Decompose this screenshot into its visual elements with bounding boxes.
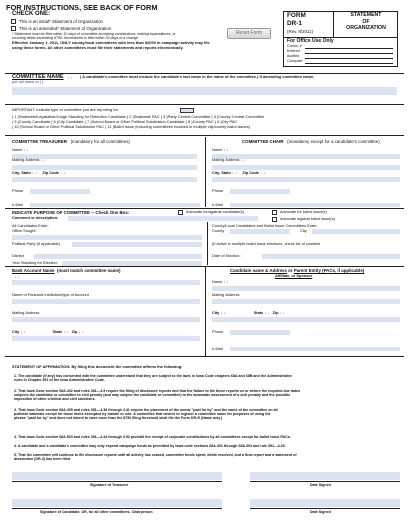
reset-form-button[interactable]: Reset Form xyxy=(227,28,271,39)
committee-name-label: COMMITTEE NAME xyxy=(12,74,64,80)
treasurer-title: COMMITTEE TREASURER (mandatory for all committees) xyxy=(12,139,130,144)
committee-name-prior-note: put old name in ( ). xyxy=(12,79,45,84)
bank-title: Bank Account Name (must match committee name) xyxy=(12,268,121,273)
election-date-label: Date of Election: xyxy=(212,253,241,258)
purpose-for-ballot-checkbox[interactable] xyxy=(272,210,277,215)
treasurer-mailing-label: Mailing Address ↓ ↓ xyxy=(12,157,46,162)
purpose-candidate-label: Advocate for/against candidate(s) xyxy=(186,209,244,214)
purpose-against-ballot-checkbox[interactable] xyxy=(272,217,277,222)
candidate-signature-label: Signature of Candidate, OR, for all other committees, Chairperson xyxy=(40,510,153,514)
chair-title: COMMITTEE CHAIR (mandatory except for a candidate's committee) xyxy=(242,139,380,144)
candidate-mailing-input[interactable] xyxy=(212,299,400,304)
affirmation-item-1: 1. The candidate (if any) has consented with the committee understand that they are subject to the laws in Iowa Code chapters 68A and 68B and the Administrative rules in Chapter 351 of the Iowa Administrative Code. xyxy=(14,374,292,383)
purpose-title: INDICATE PURPOSE OF COMMITTEE -- Check One Box: xyxy=(12,210,130,215)
affirmation-item-3: 3. That Iowa Code section 68A.405 and rules 351—4.38 through 4.41 require the placement of the words "paid for by" and the name of the committee on all political materials except for those items exempted by statute or rule. A committee that wishes to register a committee name for purposes of using the phrase "paid for by" and does not intend to raise more than the $750 filing threshold shall file the Form DR-R (Name only.) xyxy=(14,408,278,421)
candidate-phone-input[interactable] xyxy=(230,330,290,335)
bank-name-input[interactable] xyxy=(12,280,200,285)
chair-phone-input[interactable] xyxy=(230,189,290,194)
treasurer-signature-field[interactable] xyxy=(12,472,222,480)
candidate-phone-label: Phone xyxy=(212,329,224,334)
affirmation-item-2: 2. That Iowa Code section 68A.402 and rules 351—4.9 require the filing of disclosure reports and that the failure to file these reports on or before the required due dates subjects the candidate or committee to civil penalty (and may subject the candidate or committee) to the automatic assessment of a civil penalty and the possible imposition of other criminal and civil sanctions. xyxy=(14,389,301,402)
form-title: FOR INSTRUCTIONS, SEE BACK OF FORM xyxy=(6,3,158,12)
committee-type-row-2: ( 5 )County Candidate ( 6 )City Candidate ( 7 )School Board or Other Political Subdivision Candidate ( 8 )County PAC ( 9 )City PAC xyxy=(12,119,238,124)
purpose-candidate-checkbox[interactable] xyxy=(178,210,183,215)
statement-title: STATEMENT OF ORGANIZATION xyxy=(346,12,386,32)
effective-note-1: Effective January 1, 2011, ONLY county/local committees with less than $2000 in campaign activity may file xyxy=(12,40,210,45)
form-label: FORM xyxy=(287,12,306,19)
year-standing-label: Year Standing for Election: xyxy=(12,260,58,265)
bank-mailing-input[interactable] xyxy=(12,317,200,322)
election-date-input[interactable] xyxy=(262,254,400,259)
committee-name-note: ( A candidate's committee must include the candidate's last name in the name of the committee.) If amending committee name, xyxy=(80,74,315,79)
chair-name-label: Name ↓ ↓ xyxy=(212,147,229,152)
committee-name-input[interactable] xyxy=(12,87,397,95)
chair-mailing-label: Mailing Address ↓ ↓ xyxy=(212,157,246,162)
district-input[interactable] xyxy=(34,254,202,259)
candidate-date-label: Date Signed xyxy=(310,510,331,514)
candidate-email-input[interactable] xyxy=(230,347,400,351)
institution-label: Name of Financial Institution/type of Account xyxy=(12,292,89,297)
chair-email-input[interactable] xyxy=(230,203,400,207)
county-label: County xyxy=(212,228,225,233)
city-input[interactable] xyxy=(312,229,400,234)
effective-note-2: using these forms. All other committees must file their statements and reports electronically. xyxy=(12,45,184,50)
purpose-comment-input[interactable] xyxy=(68,216,258,221)
treasurer-email-input[interactable] xyxy=(30,203,200,207)
treasurer-name-label: Name ↓ ↓ xyxy=(12,147,29,152)
dr1-form-page: FOR INSTRUCTIONS, SEE BACK OF FORM CHECK ONE: This is an initial* Statement of Organization This is an amended* Statement of Organization * Statement must be filed within 10 days of committee accepting contributions, making expenditures, or incurring debts exceeding $750. Amendment is filed within 30 days of a change. Effective January 1, 2011, ONLY county/local committees with less than $2000 in campaign activity may file using these forms. All other committees must file their statements and reports electronically. Reset Form FORM DR-1 (Rev. 8/2011) STATEMENT OF ORGANIZATION For Office Use Only Comm. # Entered Audited Computer COMMITTEE NAME ↓ ↓ ( A candidate's committee must include the candidate's last name in the name of the committee.) If amending committee name, put old name in ( ). IMPORTANT: Indicate type of committee you are reporting for: ( 1 )Statewide/Legislative/Judge Standing for Retention Candidate ( 2 )Statewide PAC ( 3 )Party Central Committee ( 4 )County Central Committee ( 5 )County Candidate ( 6 )City Candidate ( 7 )School Board or Other Political Subdivision Candidate ( 8 )County PAC ( 9 )City PAC ( 10 )School Board or Other Political Subdivision PAC ( 11 )Ballot Issue (including committees involved in multiple city/county ballot issues) COMMITTEE TREASURER (mandatory for all committees) COMMITTEE CHAIR (mandatory except for a candidate's committee) Name ↓ ↓ Mailing Address ↓ ↓ City, State ↓ ↓ Zip Code ↓ ↓ Phone e-Mail Name ↓ ↓ Mailing Address ↓ ↓ City, State ↓ ↓ Zip Code ↓ ↓ Phone e-Mail INDICATE PURPOSE OF COMMITTEE -- Check One Box: Advocate for/against candidate(s) Advocate for ballot issue(s) Comment or description: Advocate against ballot issue(s) All Candidates Enter: Office Sought: Political Party (If applicable) District Year Standing for Election: County/Local Candidates and Ballot Issue Committees Enter: County City (If active in multiple ballot issue elections, check list of counties Date of Election: Bank Account Name (must match committee name) ↓ ↓ Name of Financial Institution/type of Account Mailing Address City ↓ ↓ State ↓ ↓ Zip ↓ ↓ Candidate name & Address or Parent Entity (PACs, if applicable) Affiliate, or Sponsor Name ↓ ↓ Mailing Address City ↓ ↓ State ↓ ↓ Zip ↓ ↓ Phone e-Mail STATEMENT OF AFFIRMATION: By filing this document the committee affirms the following: 1. The candidate (if any) has consented with the committee understand that they are subject to the laws in Iowa Code chapters 68A and 68B and the Administrative rules in Chapter 351 of the Iowa Administrative Code. 2. That Iowa Code section 68A.402 and rules 351—4.9 require the filing of disclosure reports and that the failure to file these reports on or before the required due dates subjects the candidate or committee to civil penalty (and may subject the candidate or committee) to the automatic assessment of a civil penalty and the possible imposition of other criminal and civil sanctions. 3. That Iowa Code section 68A.405 and rules 351—4.38 through 4.41 require the placement of the words "paid for by" and the name of the committee on all political materials except for those items exempted by statute or rule. A committee that wishes to register a committee name for purposes of using the phrase "paid for by" and does not intend to raise more than the $750 filing threshold shall file the Form DR-R (Name only.) 3. That Iowa Code section 68A.503 and rules 351—4.44 through 4.52 prohibit the receipt of corporate contributions by all committees except for ballot issue PACs. 4. A candidate and a candidate's committee may only expend campaign funds as permitted by Iowa code sections 68A.301 through 68A.303 and rule 351—4.25. 5. That the committee will continue to file disclosure reports until all activity has ceased, committee funds spent, debts resolved, and a final report and a statement of dissolution (DR-3) has been filed. Signature of Treasurer Date Signed Signature of Candidate, OR, for all other committees, Chairperson Date Signed xyxy=(0,0,410,529)
office-use-label: For Office Use Only xyxy=(287,38,334,44)
office-sought-label: Office Sought: xyxy=(12,228,37,233)
treasurer-city-input[interactable] xyxy=(12,177,197,182)
form-revision: (Rev. 8/2011) xyxy=(287,29,313,34)
amended-checkbox[interactable] xyxy=(11,26,16,31)
county-input[interactable] xyxy=(230,229,290,234)
candidate-date-field[interactable] xyxy=(250,499,400,507)
city-label: City xyxy=(300,228,307,233)
bank-city-input[interactable] xyxy=(12,336,200,341)
purpose-comment-label: Comment or description: xyxy=(12,215,59,220)
initial-label: This is an initial* Statement of Organization xyxy=(19,19,103,24)
filing-note-1: * Statement must be filed within 10 days of committee accepting contributions, making expenditures, or xyxy=(12,32,176,36)
committee-type-row-3: ( 10 )School Board or Other Political Subdivision PAC ( 11 )Ballot Issue (including committees involved in multiple city/county ballot issues) xyxy=(12,124,250,129)
treasurer-city-label: City, State ↓ ↓ Zip Code ↓ ↓ xyxy=(12,170,66,175)
chair-city-label: City, State ↓ ↓ Zip Code ↓ ↓ xyxy=(212,170,266,175)
check-one-label: CHECK ONE: xyxy=(12,11,51,17)
candidate-signature-field[interactable] xyxy=(12,499,222,507)
committee-name-arrows: ↓ ↓ xyxy=(67,75,73,80)
amended-label: This is an amended* Statement of Organization xyxy=(19,26,112,31)
treasurer-date-label: Date Signed xyxy=(310,483,331,487)
treasurer-phone-label: Phone xyxy=(12,188,24,193)
purpose-for-ballot-label: Advocate for ballot issue(s) xyxy=(280,209,327,214)
candidate-city-input[interactable] xyxy=(212,317,400,322)
candidate-name-label: Name ↓ ↓ xyxy=(212,279,229,284)
candidate-title: Candidate name & Address or Parent Entity (PACs, if applicable) xyxy=(230,268,365,273)
candidate-email-label: e-Mail xyxy=(212,346,223,351)
affirmation-item-4: 3. That Iowa Code section 68A.503 and rules 351—4.44 through 4.52 prohibit the receipt of corporate contributions by all committees except for ballot issue PACs. xyxy=(14,435,291,439)
political-party-label: Political Party (If applicable) xyxy=(12,241,61,246)
affiliate-label: Affiliate, or Sponsor xyxy=(275,273,313,278)
treasurer-phone-input[interactable] xyxy=(30,189,90,194)
committee-type-intro: IMPORTANT: Indicate type of committee you are reporting for: xyxy=(12,107,119,112)
committee-type-input[interactable] xyxy=(180,108,194,113)
candidate-mailing-label: Mailing Address xyxy=(212,292,240,297)
form-number: DR-1 xyxy=(287,20,302,27)
filing-note-2: incurring debts exceeding $750. Amendment is filed within 30 days of a change. xyxy=(12,36,139,40)
bank-mailing-label: Mailing Address xyxy=(12,310,40,315)
affirmation-item-6: 5. That the committee will continue to file disclosure reports until all activity has ceased, committee funds spent, debts resolved, and a final report and a statement of dissolution (DR-3) has been filed. xyxy=(14,453,297,462)
office-use-fields: Comm. # Entered Audited Computer xyxy=(287,44,303,63)
committee-type-row-1: ( 1 )Statewide/Legislative/Judge Standing for Retention Candidate ( 2 )Statewide PAC ( 3 )Party Central Committee ( 4 )County Central Committee xyxy=(12,114,265,119)
candidate-name-input[interactable] xyxy=(212,286,400,291)
bank-city-label: City ↓ ↓ State ↓ ↓ Zip ↓ ↓ xyxy=(12,329,84,334)
chair-email-label: e-Mail xyxy=(212,202,223,207)
affirmation-item-5: 4. A candidate and a candidate's committee may only expend campaign funds as permitted by Iowa code sections 68A.301 through 68A.303 and rule 351—4.25. xyxy=(14,444,286,448)
treasurer-date-field[interactable] xyxy=(250,472,400,480)
political-party-input[interactable] xyxy=(72,242,202,247)
district-label: District xyxy=(12,253,24,258)
chair-phone-label: Phone xyxy=(212,188,224,193)
treasurer-signature-label: Signature of Treasurer xyxy=(90,483,129,487)
multi-county-label: (If active in multiple ballot issue elections, check list of counties xyxy=(212,241,321,246)
all-candidates-label: All Candidates Enter: xyxy=(12,223,49,228)
purpose-against-ballot-label: Advocate against ballot issue(s) xyxy=(280,216,335,221)
affirmation-intro: STATEMENT OF AFFIRMATION: By filing this document the committee affirms the following: xyxy=(12,364,183,369)
candidate-city-label: City ↓ ↓ State ↓ ↓ Zip ↓ ↓ xyxy=(212,310,285,315)
treasurer-email-label: e-Mail xyxy=(12,202,23,207)
county-local-label: County/Local Candidates and Ballot Issue Committees Enter: xyxy=(212,223,318,228)
chair-city-input[interactable] xyxy=(212,177,400,182)
initial-checkbox[interactable] xyxy=(11,19,16,24)
institution-input[interactable] xyxy=(12,299,200,304)
office-sought-input[interactable] xyxy=(12,235,202,240)
